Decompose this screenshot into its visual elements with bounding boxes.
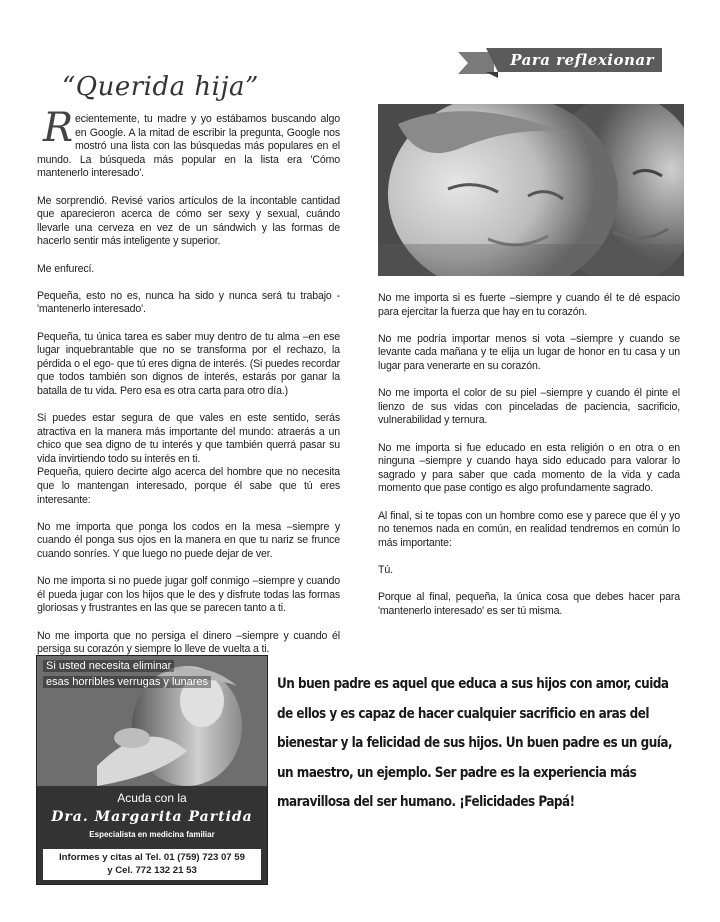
section-tag — [458, 48, 662, 78]
paragraph — [37, 105, 340, 181]
paragraph: Me enfurecí. — [37, 262, 95, 275]
paragraph: Pequeña, esto no es, nunca ha sido y nunca será tu trabajo - 'mantenerlo interesado'. — [37, 289, 340, 316]
ad-doctor-name: Dra. Margarita Partida — [51, 809, 253, 825]
left-column — [37, 105, 340, 670]
paragraph: Al final, si te topas con un hombre como ese y parece que él y yo no tenemos nada en común, en realidad tendremos en común lo más importante: — [378, 509, 680, 549]
ad-specialty: Especialista en medicina familiar — [89, 830, 215, 839]
father-daughter-photo — [378, 104, 684, 276]
right-column — [378, 292, 680, 632]
paragraph: Tú. — [378, 563, 393, 576]
paragraph: Pequeña, tu única tarea es saber muy dentro de tu alma –en ese lugar inquebrantable que no se transforma por el rechazo, la pérdida o el ego- que tú eres digna de interés. (Si puedes recordar que todos también son dignos de interés, estarás por ganar la batalla de tu vida. Pero esa es otra carta para otro día.) — [37, 330, 340, 397]
paragraph: No me importa que ponga los codos en la mesa –siempre y cuando él ponga sus ojos en la manera en que tu nariz se frunce cuando sonríes. Y que luego no puede dejar de ver. — [37, 520, 340, 560]
paragraph: No me importa que no persiga el dinero –siempre y cuando él persiga su corazón y siempre lo lleve de vuelta a ti. — [37, 629, 340, 656]
ad-contact-box — [43, 849, 261, 880]
article-title: “Querida hija” — [62, 72, 259, 102]
ad-headline-1: Si usted necesita eliminar — [43, 660, 174, 672]
paragraph-text: ecientemente, tu madre y yo estábamos buscando algo en Google. A la mitad de escribir la pregunta, Google nos mostró una lista con las búsquedas más populares en el mundo. La búsqueda más popular en la lista era 'Cómo mantenerlo interesado'. — [37, 113, 340, 180]
doctor-advertisement — [36, 655, 268, 885]
paragraph: Me sorprendió. Revisé varios artículos de la incontable cantidad que aparecieron acerca de cómo ser sexy y sexual, cuándo llevarle una cerveza en vez de un sándwich y las formas de hacerlo sentir más inteligente y superior. — [37, 194, 340, 248]
section-tag-label: Para reflexionar — [510, 51, 654, 69]
ad-cell: y Cel. 772 132 21 53 — [107, 865, 197, 876]
fathers-day-message: Un buen padre es aquel que educa a sus hijos con amor, cuida de ellos y es capaz de hacer cualquier sacrificio en aras del bienestar y la felicidad de sus hijos. Un buen padre es un guía, un maestro, un ejemplo. Ser padre es la experiencia más maravillosa del ser humano. ¡Felicidades Papá! — [277, 676, 673, 810]
paragraph: No me podría importar menos si vota –siempre y cuando se levante cada mañana y te elija un lugar de honor en tu casa y un lugar para venerarte en su corazón. — [378, 332, 680, 372]
paragraph: No me importa el color de su piel –siempre y cuando él pinte el lienzo de sus vidas con pinceladas de paciencia, sacrificio, vulnerabilidad y ternura. — [378, 387, 680, 427]
paragraph: No me importa si fue educado en esta religión o en otra o en ninguna –siempre y cuando haya sido educado para valorar lo sagrado y para saber que cada momento de la vida y cada momento que pase contigo es algo profundamente sagrado. — [378, 441, 680, 495]
paragraph: No me importa si es fuerte –siempre y cuando él te dé espacio para ejercitar la fuerza que hay en tu corazón. — [378, 292, 680, 318]
dropcap: R — [43, 105, 73, 151]
paragraph: No me importa si no puede jugar golf conmigo –siempre y cuando él pueda jugar con los hijos que le des y disfrute todas las formas gloriosas y frustrantes en las que se parecen tanto a ti. — [37, 575, 340, 615]
ad-phone: Informes y citas al Tel. 01 (759) 723 07 59 — [59, 852, 245, 863]
paragraph: Porque al final, pequeña, la única cosa que debes hacer para 'mantenerlo interesado' es ser tú misma. — [378, 591, 680, 617]
ad-headline-2: esas horribles verrugas y lunares — [43, 676, 211, 688]
paragraph: Si puedes estar segura de que vales en este sentido, serás atractiva en la manera más importante del mundo: atraerás a un chico que sea digno de tu interés y que también querrá pasar su vida invirtiendo todo su interés en ti. Pequeña, quiero decirte algo acerca del hombre que no necesita que lo mantengan interesado, porque él sabe que tú eres interesante: — [37, 412, 340, 506]
ad-call-text: Acuda con la — [117, 791, 187, 805]
